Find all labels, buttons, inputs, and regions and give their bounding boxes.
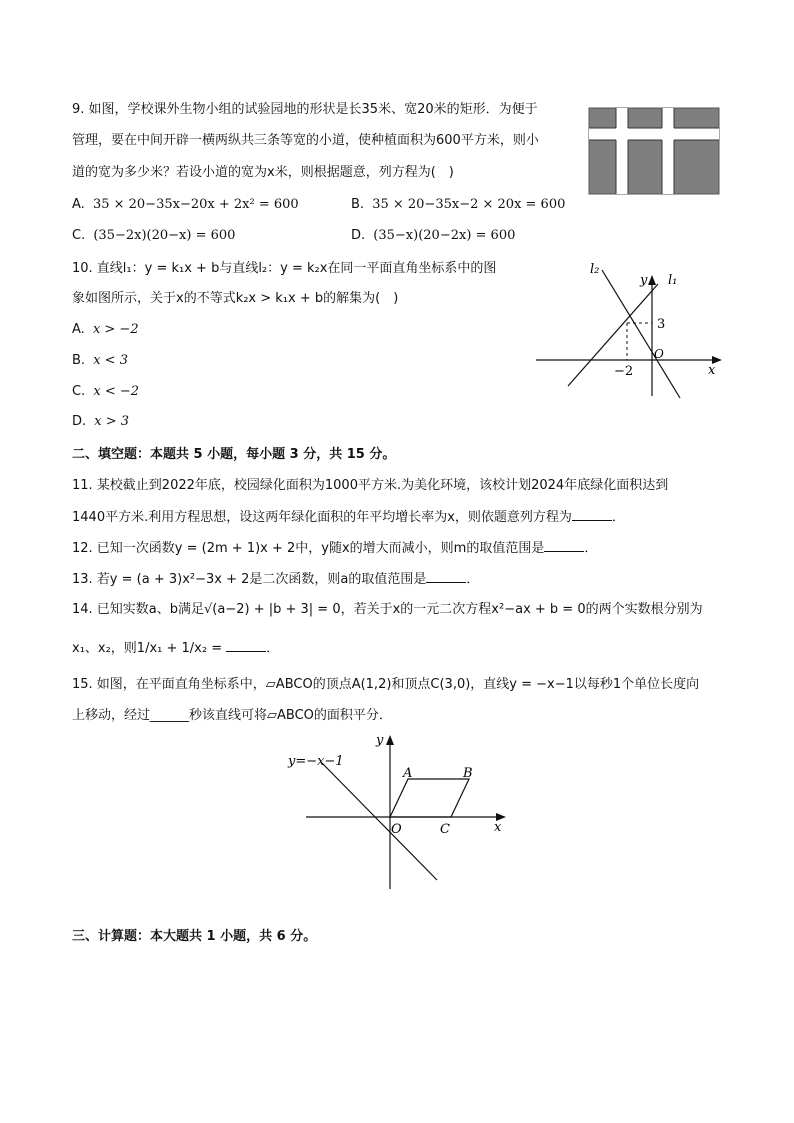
q10-option-a: A. x > −2 <box>72 322 139 337</box>
q9-option-a: A. 35 × 20−35x−20x + 2x² = 600 <box>72 197 299 212</box>
q12-line: 12. 已知一次函数y = (2m + 1)x + 2中，y随x的增大而减小，则m的取值范围是 ． <box>72 541 598 556</box>
q10-label-y: y <box>640 273 648 288</box>
q10-option-d: D. x > 3 <box>72 414 130 429</box>
q14-answer-blank[interactable] <box>226 639 266 652</box>
q10-label-l2: l₂ <box>590 262 600 277</box>
q9-option-d: D. (35−x)(20−2x) = 600 <box>351 228 516 243</box>
q9-line3 <box>72 164 454 182</box>
q15-label-o: O <box>391 822 402 837</box>
q10-label-x: x <box>708 363 716 378</box>
q13-answer-blank[interactable] <box>426 570 466 583</box>
q10-label-3: 3 <box>657 317 666 332</box>
q9-text1: 9. 如图，学校课外生物小组的试验园地的形状是长35米、宽20米的矩形．为便于 <box>72 102 538 117</box>
q15-label-b: B <box>463 766 473 781</box>
q10-text1: 10. 直线l₁：y = k₁x + b与直线l₂：y = k₂x在同一平面直角坐标系中的图 <box>72 261 497 276</box>
q15-label-line: y=−x−1 <box>288 754 344 769</box>
q10-label-neg2: −2 <box>614 364 634 379</box>
q10-label-origin: O <box>654 347 664 361</box>
q11-line2: 1440平方米.利用方程思想，设这两年绿化面积的年平均增长率为x，则依题意列方程为 ． <box>72 510 625 525</box>
q15-label-x: x <box>494 820 502 835</box>
q10-label-l1: l₁ <box>668 273 678 288</box>
q14-line2: x₁、x₂，则1/x₁ + 1/x₂ = ． <box>72 641 280 656</box>
q11-answer-blank[interactable] <box>572 508 612 521</box>
q15-graph <box>282 727 514 893</box>
q9-text2: 管理，要在中间开辟一横两纵共三条等宽的小道，使种植面积为600平方米，则小 <box>72 133 539 148</box>
q9-option-c: C. (35−2x)(20−x) = 600 <box>72 228 236 243</box>
q12-answer-blank[interactable] <box>544 539 584 552</box>
q9-option-b: B. 35 × 20−35x−2 × 20x = 600 <box>351 197 566 212</box>
q14-line1: 14. 已知实数a、b满足√(a−2) + |b + 3| = 0，若关于x的一元二次方程x²−ax + b = 0的两个实数根分别为 <box>72 602 703 617</box>
q9-text3: 道的宽为多少米？若设小道的宽为x米，则根据题意，列方程为( ) <box>72 165 454 180</box>
q9-garden-figure <box>588 107 720 195</box>
q15-line2: 上移动，经过______秒该直线可将▱ABCO的面积平分． <box>72 708 392 723</box>
q9-line1 <box>72 101 538 119</box>
q10-line2 <box>72 290 398 308</box>
q10-line1 <box>72 260 496 278</box>
q15-line1: 15. 如图，在平面直角坐标系中，▱ABCO的顶点A(1,2)和顶点C(3,0)，直线y = −x−1以每秒1个单位长度向 <box>72 677 700 692</box>
q15-label-a: A <box>403 766 413 781</box>
q10-option-b: B. x < 3 <box>72 353 128 368</box>
q13-line: 13. 若y = (a + 3)x²−3x + 2是二次函数，则a的取值范围是 ． <box>72 572 480 587</box>
q10-graph <box>530 258 730 403</box>
section2-heading: 二、填空题：本题共 5 小题，每小题 3 分，共 15 分。 <box>72 447 396 462</box>
q15-label-c: C <box>440 822 450 837</box>
q9-line2 <box>72 132 539 150</box>
q10-text2: 象如图所示，关于x的不等式k₂x > k₁x + b的解集为( ) <box>72 291 399 306</box>
q11-line1: 11. 某校截止到2022年底，校园绿化面积为1000平方米.为美化环境，该校计划2024年底绿化面积达到 <box>72 478 669 493</box>
section3-heading: 三、计算题：本大题共 1 小题，共 6 分。 <box>72 929 317 944</box>
q10-option-c: C. x < −2 <box>72 384 140 399</box>
q15-label-y: y <box>376 733 384 748</box>
